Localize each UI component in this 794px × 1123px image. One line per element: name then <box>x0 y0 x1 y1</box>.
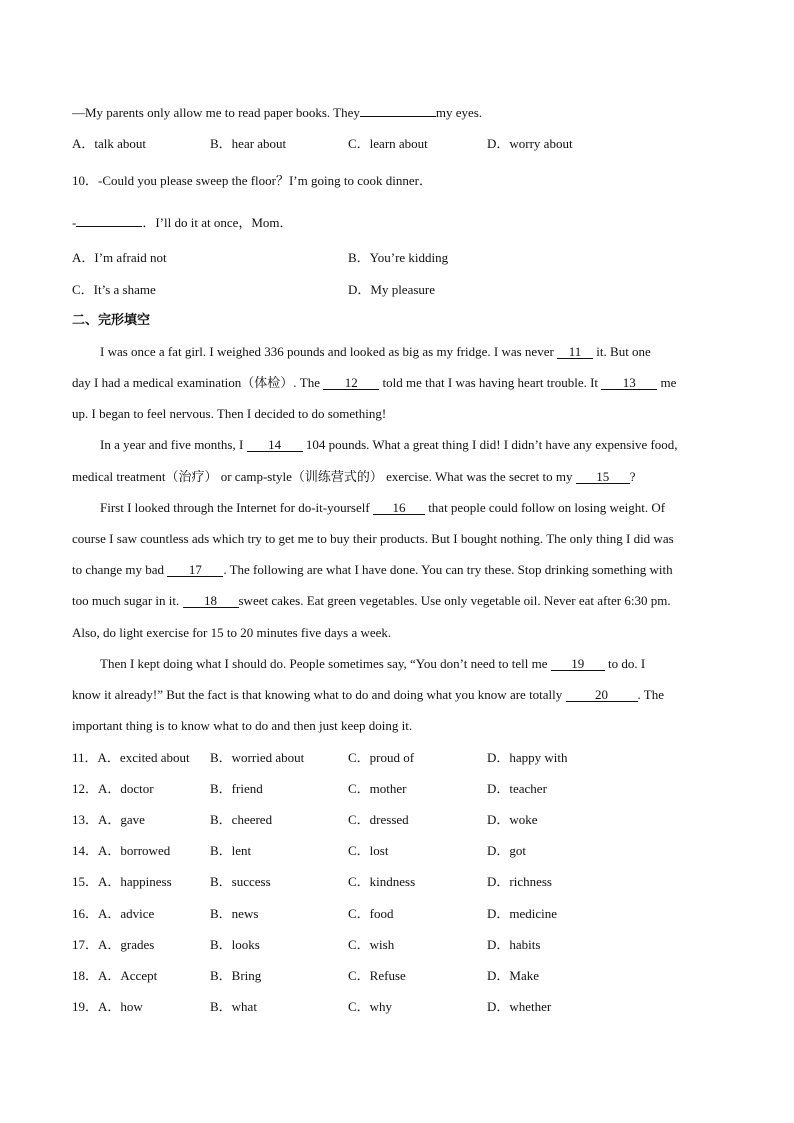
option-b[interactable]: B．Bring <box>210 968 262 983</box>
q10-response <box>72 215 722 231</box>
question-number: 17． <box>72 937 99 952</box>
q9-option-b[interactable]: B．hear about <box>210 136 287 151</box>
q9-answer-blank[interactable] <box>360 116 436 117</box>
option-a[interactable]: A．happiness <box>98 874 172 889</box>
blank-17[interactable]: 17 <box>167 563 223 577</box>
question-number: 11． <box>72 750 98 765</box>
q10-option-d[interactable]: D．My pleasure <box>348 282 436 297</box>
passage-line <box>100 500 750 516</box>
option-d[interactable]: D．teacher <box>487 781 547 796</box>
passage-text: ? <box>629 469 636 484</box>
option-a[interactable]: A．advice <box>98 906 155 921</box>
option-b[interactable]: B．lent <box>210 843 252 858</box>
option-c[interactable]: C．Refuse <box>348 968 406 983</box>
question-number: 16． <box>72 906 99 921</box>
passage-line <box>72 593 722 609</box>
option-b[interactable]: B．news <box>210 906 259 921</box>
blank-19[interactable]: 19 <box>551 657 605 671</box>
passage-text: me <box>657 375 677 390</box>
blank-20[interactable]: 20 <box>566 688 638 702</box>
option-d[interactable]: D．whether <box>487 999 552 1014</box>
question-row-11 <box>72 750 190 766</box>
blank-18[interactable]: 18 <box>183 594 239 608</box>
question-number: 18． <box>72 968 99 983</box>
question-number: 12． <box>72 781 99 796</box>
passage-text: day I had a medical examination（体检）. The <box>72 375 324 390</box>
question-row-15 <box>72 874 172 890</box>
option-c[interactable]: C．wish <box>348 937 395 952</box>
question-row-19 <box>72 999 143 1015</box>
passage-line <box>100 344 750 360</box>
passage-text: In a year and five months, I <box>100 437 247 452</box>
passage-text: that people could follow on losing weight. Of <box>424 500 666 515</box>
option-b[interactable]: B．friend <box>210 781 263 796</box>
passage-text: told me that I was having heart trouble. It <box>379 375 602 390</box>
passage-text: . The following are what I have done. You can try these. Stop drinking something with <box>223 562 673 577</box>
passage-text: it. But one <box>593 344 651 359</box>
q10-response-text: ．I’ll do it at once，Mom． <box>142 215 293 230</box>
option-b[interactable]: B．looks <box>210 937 260 952</box>
q10-option-b[interactable]: B．You’re kidding <box>348 250 449 265</box>
option-a[interactable]: A．borrowed <box>98 843 171 858</box>
option-c[interactable]: C．dressed <box>348 812 409 827</box>
option-d[interactable]: D．richness <box>487 874 552 889</box>
passage-line: up. I began to feel nervous. Then I decided to do something! <box>72 406 387 421</box>
option-b[interactable]: B．what <box>210 999 257 1014</box>
question-row-16 <box>72 906 154 922</box>
q9-option-a[interactable]: A．talk about <box>72 136 147 151</box>
q10-stem: 10．-Could you please sweep the floor？I’m going to cook dinner． <box>72 173 432 188</box>
option-a[interactable]: A．doctor <box>98 781 154 796</box>
passage-line <box>72 469 722 485</box>
option-c[interactable]: C．lost <box>348 843 389 858</box>
q9-stem-before: —My parents only allow me to read paper books. They <box>72 105 360 120</box>
q9-stem-after: my eyes. <box>435 105 483 120</box>
passage-text: Then I kept doing what I should do. People sometimes say, “You don’t need to tell me <box>100 656 551 671</box>
passage-text: to do. I <box>604 656 646 671</box>
question-number: 14． <box>72 843 99 858</box>
option-d[interactable]: D．got <box>487 843 527 858</box>
blank-14[interactable]: 14 <box>247 438 303 452</box>
passage-text: First I looked through the Internet for do-it-yourself <box>100 500 373 515</box>
question-number: 15． <box>72 874 99 889</box>
option-c[interactable]: C．mother <box>348 781 407 796</box>
option-a[interactable]: A．grades <box>98 937 155 952</box>
q10-answer-blank[interactable] <box>76 226 142 227</box>
option-c[interactable]: C．food <box>348 906 394 921</box>
passage-line: important thing is to know what to do and then just keep doing it. <box>72 718 413 733</box>
question-number: 13． <box>72 812 99 827</box>
blank-11[interactable]: 11 <box>557 345 593 359</box>
blank-12[interactable]: 12 <box>323 376 379 390</box>
passage-line <box>72 687 722 703</box>
option-d[interactable]: D．Make <box>487 968 539 983</box>
blank-16[interactable]: 16 <box>373 501 425 515</box>
passage-line <box>72 375 722 391</box>
option-d[interactable]: D．medicine <box>487 906 558 921</box>
q9-option-c[interactable]: C．learn about <box>348 136 428 151</box>
option-d[interactable]: D．woke <box>487 812 538 827</box>
question-row-17 <box>72 937 154 953</box>
q9-stem <box>72 105 722 121</box>
option-a[interactable]: A．how <box>98 999 143 1014</box>
option-c[interactable]: C．why <box>348 999 393 1014</box>
q10-option-c[interactable]: C．It’s a shame <box>72 282 156 297</box>
question-row-14 <box>72 843 170 859</box>
option-d[interactable]: D．happy with <box>487 750 568 765</box>
passage-line: Also, do light exercise for 15 to 20 minutes five days a week. <box>72 625 392 640</box>
passage-line <box>100 437 750 453</box>
question-row-13 <box>72 812 145 828</box>
option-c[interactable]: C．proud of <box>348 750 415 765</box>
option-a[interactable]: A．excited about <box>97 750 190 765</box>
question-row-12 <box>72 781 154 797</box>
passage-text: sweet cakes. Eat green vegetables. Use only vegetable oil. Never eat after 6:30 pm. <box>238 593 671 608</box>
blank-13[interactable]: 13 <box>601 376 657 390</box>
option-b[interactable]: B．worried about <box>210 750 305 765</box>
blank-15[interactable]: 15 <box>576 470 630 484</box>
passage-text: to change my bad <box>72 562 168 577</box>
q9-option-d[interactable]: D．worry about <box>487 136 573 151</box>
question-row-18 <box>72 968 157 984</box>
passage-text: too much sugar in it. <box>72 593 183 608</box>
passage-text: . The <box>637 687 665 702</box>
option-a[interactable]: A．gave <box>98 812 145 827</box>
option-a[interactable]: A．Accept <box>98 968 158 983</box>
passage-text: I was once a fat girl. I weighed 336 pounds and looked as big as my fridge. I was never <box>100 344 558 359</box>
question-number: 19． <box>72 999 99 1014</box>
passage-text: medical treatment（治疗） or camp-style（训练营式的） exercise. What was the secret to my <box>72 469 576 484</box>
passage-text: 104 pounds. What a great thing I did! I didn’t have any expensive food, <box>302 437 678 452</box>
passage-line <box>72 562 722 578</box>
option-b[interactable]: B．success <box>210 874 271 889</box>
q10-dash: - <box>72 215 77 230</box>
passage-line <box>100 656 750 672</box>
option-c[interactable]: C．kindness <box>348 874 416 889</box>
section-title-cloze: 二、完形填空 <box>72 313 151 328</box>
passage-line: course I saw countless ads which try to get me to buy their products. But I bought nothing. The only thing I did was <box>72 531 674 546</box>
q10-option-a[interactable]: A．I’m afraid not <box>72 250 167 265</box>
option-d[interactable]: D．habits <box>487 937 541 952</box>
passage-text: know it already!” But the fact is that knowing what to do and doing what you know are totally <box>72 687 566 702</box>
option-b[interactable]: B．cheered <box>210 812 273 827</box>
